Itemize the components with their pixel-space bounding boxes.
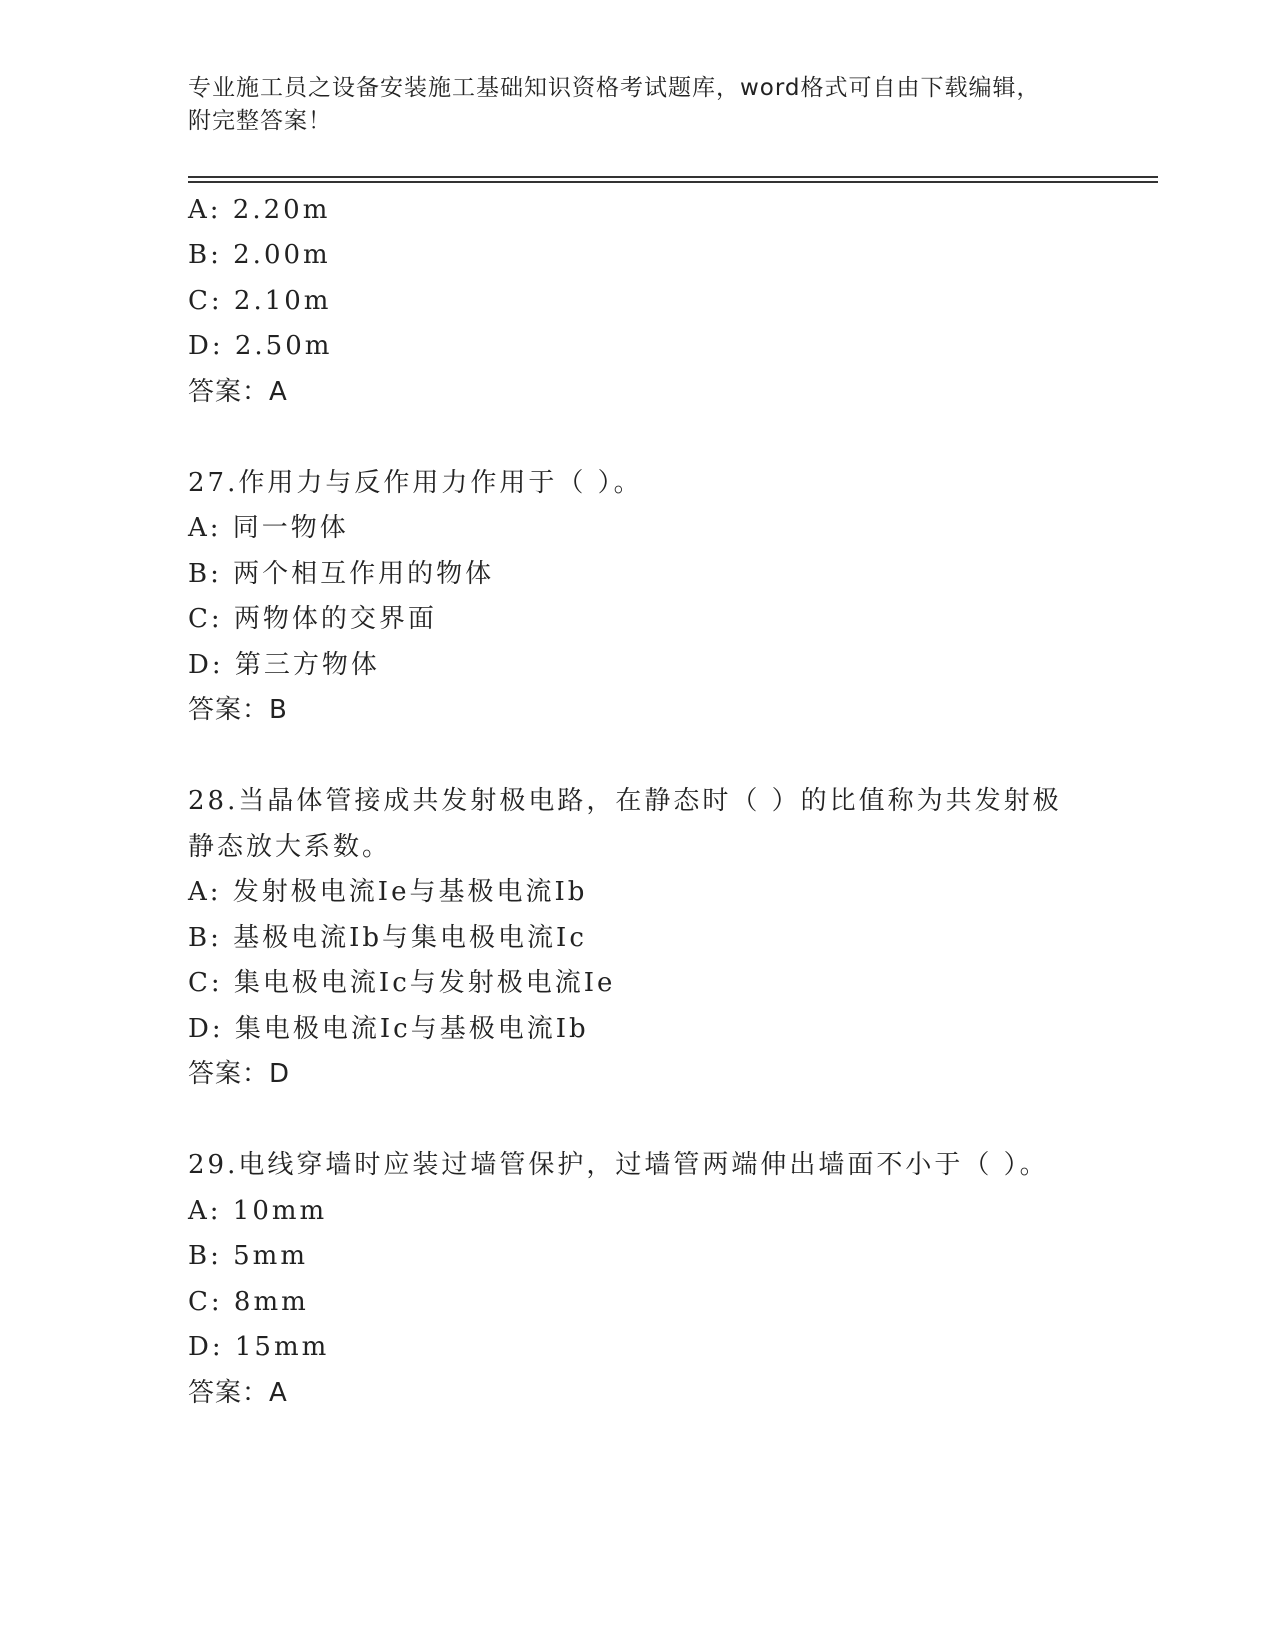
q28-option-b: B: 基极电流Ib与集电极电流Ic	[188, 923, 587, 953]
q29-option-c: C: 8mm	[188, 1287, 309, 1317]
q29-option-d: D: 15mm	[188, 1332, 330, 1362]
q28-option-a: A: 发射极电流Ie与基极电流Ib	[188, 877, 588, 907]
q28-stem-line-2: 静态放大系数。	[188, 832, 392, 862]
q28-option-d: D: 集电极电流Ic与基极电流Ib	[188, 1014, 589, 1044]
q29-option-a: A: 10mm	[188, 1196, 328, 1226]
q28-option-c: C: 集电极电流Ic与发射极电流Ie	[188, 968, 616, 998]
q29-answer: 答案：A	[188, 1378, 288, 1408]
q26-option-c: C: 2.10m	[188, 286, 332, 316]
q26-option-a: A: 2.20m	[188, 195, 331, 225]
q27-answer: 答案：B	[188, 695, 288, 725]
q26-option-d: D: 2.50m	[188, 331, 333, 361]
q26-option-b: B: 2.00m	[188, 240, 331, 270]
header-divider-bottom	[188, 181, 1158, 183]
q28-answer: 答案：D	[188, 1059, 291, 1089]
q28-stem-line-1: 28.当晶体管接成共发射极电路，在静态时（ ）的比值称为共发射极	[188, 786, 1062, 816]
q27-stem: 27.作用力与反作用力作用于（ ）。	[188, 468, 643, 498]
q29-stem: 29.电线穿墙时应装过墙管保护，过墙管两端伸出墙面不小于（ ）。	[188, 1150, 1049, 1180]
q27-option-a: A: 同一物体	[188, 513, 349, 543]
header-line-2: 附完整答案！	[188, 108, 332, 134]
document-header	[188, 72, 1088, 138]
header-divider-top	[188, 176, 1158, 178]
q26-answer: 答案：A	[188, 377, 288, 407]
q27-option-b: B: 两个相互作用的物体	[188, 559, 495, 589]
q29-option-b: B: 5mm	[188, 1241, 308, 1271]
header-line-1: 专业施工员之设备安装施工基础知识资格考试题库，word格式可自由下载编辑，	[188, 75, 1041, 101]
q27-option-d: D: 第三方物体	[188, 650, 380, 680]
q27-option-c: C: 两物体的交界面	[188, 604, 437, 634]
